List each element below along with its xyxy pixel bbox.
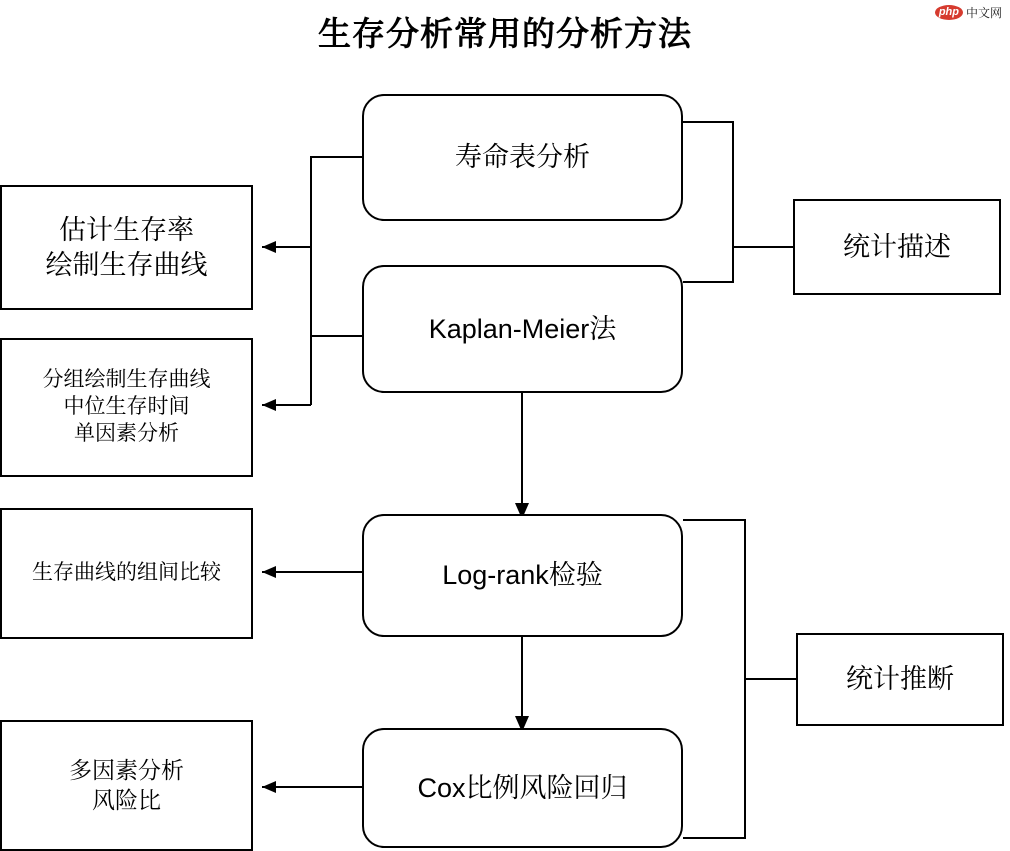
node-life-table-line-0: 寿命表分析 [455, 142, 590, 173]
node-estimate-survival-rate-line-1: 绘制生存曲线 [45, 249, 208, 280]
node-estimate-survival-rate[interactable] [0, 185, 253, 310]
node-statistical-description-line-0: 统计描述 [843, 231, 951, 262]
node-kaplan-meier[interactable] [362, 265, 683, 393]
node-multifactor-analysis[interactable] [0, 720, 253, 851]
node-curve-group-comparison[interactable] [0, 508, 253, 639]
arrowhead-survival-rate [262, 241, 276, 253]
node-group-survival-curve[interactable] [0, 338, 253, 477]
node-multifactor-analysis-line-1: 风险比 [92, 786, 161, 813]
node-group-survival-curve-line-2: 单因素分析 [74, 421, 179, 445]
page-title: 生存分析常用的分析方法 [318, 15, 692, 52]
node-multifactor-analysis-line-0: 多因素分析 [69, 757, 184, 784]
node-cox-line-0: Cox比例风险回归 [417, 772, 628, 803]
arrowhead-curve-compare [262, 566, 276, 578]
arrowhead-multifactor [262, 781, 276, 793]
node-log-rank[interactable] [362, 514, 683, 637]
node-group-survival-curve-line-1: 中位生存时间 [63, 395, 190, 419]
node-life-table[interactable] [362, 94, 683, 221]
connector-bracket-left-top [311, 157, 362, 336]
node-group-survival-curve-line-0: 分组绘制生存曲线 [42, 368, 211, 392]
arrowhead-group-curve [262, 399, 276, 411]
node-statistical-description[interactable] [793, 199, 1001, 295]
connector-bracket-right-bottom [683, 520, 745, 838]
watermark [935, 4, 1002, 21]
node-curve-group-comparison-line-0: 生存曲线的组间比较 [32, 561, 221, 585]
connector-bracket-right-top [683, 122, 733, 282]
node-statistical-inference[interactable] [796, 633, 1004, 726]
node-estimate-survival-rate-line-0: 估计生存率 [59, 214, 194, 245]
node-statistical-inference-line-0: 统计推断 [846, 664, 954, 695]
watermark-label: 中文网 [965, 6, 1002, 20]
node-kaplan-meier-line-0: Kaplan-Meier法 [428, 313, 617, 344]
node-log-rank-line-0: Log-rank检验 [442, 560, 603, 591]
node-cox-regression[interactable] [362, 728, 683, 848]
php-logo-icon: php [935, 5, 963, 20]
